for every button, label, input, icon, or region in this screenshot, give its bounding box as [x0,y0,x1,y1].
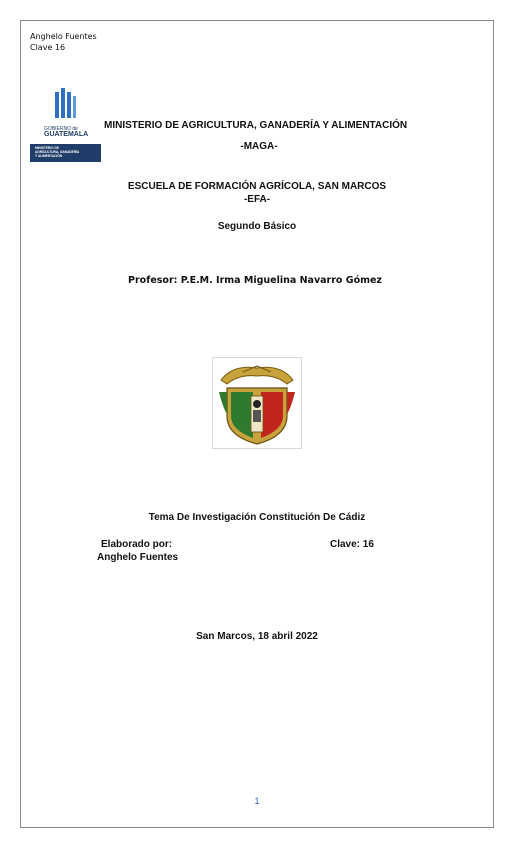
research-topic: Tema De Investigación Constitución De Cádiz [148,512,366,523]
teacher: Profesor: P.E.M. Irma Miguelina Navarro Gómez [128,275,382,286]
author-label: Elaborado por: [101,539,173,550]
place-date: San Marcos, 18 abril 2022 [196,631,318,642]
school-crest-icon [212,357,302,449]
author-clave: Clave: 16 [330,539,374,550]
header-clave: Clave 16 [30,43,66,52]
author-name: Anghelo Fuentes [97,552,179,563]
logo-gob-line1: GOBIERNO de [44,126,78,132]
school-acronym: -EFA- [243,194,271,205]
logo-band-line2: AGRICULTURA, GANADERÍA [35,149,80,154]
ministry-title: MINISTERIO DE AGRICULTURA, GANADERÍA Y ALIMENTACIÓN [104,120,408,131]
government-logo [30,86,101,162]
school-title: ESCUELA DE FORMACIÓN AGRÍCOLA, SAN MARCOS [127,181,387,192]
grade: Segundo Básico [217,221,297,232]
ministry-acronym: -MAGA- [240,141,278,152]
logo-band [30,144,101,162]
logo-gob-line2: GUATEMALA [44,131,89,138]
page-number: 1 [254,796,260,806]
logo-band-line1: MINISTERIO DE [35,146,59,150]
header-name: Anghelo Fuentes [30,32,97,41]
logo-band-line3: Y ALIMENTACIÓN [35,153,63,158]
